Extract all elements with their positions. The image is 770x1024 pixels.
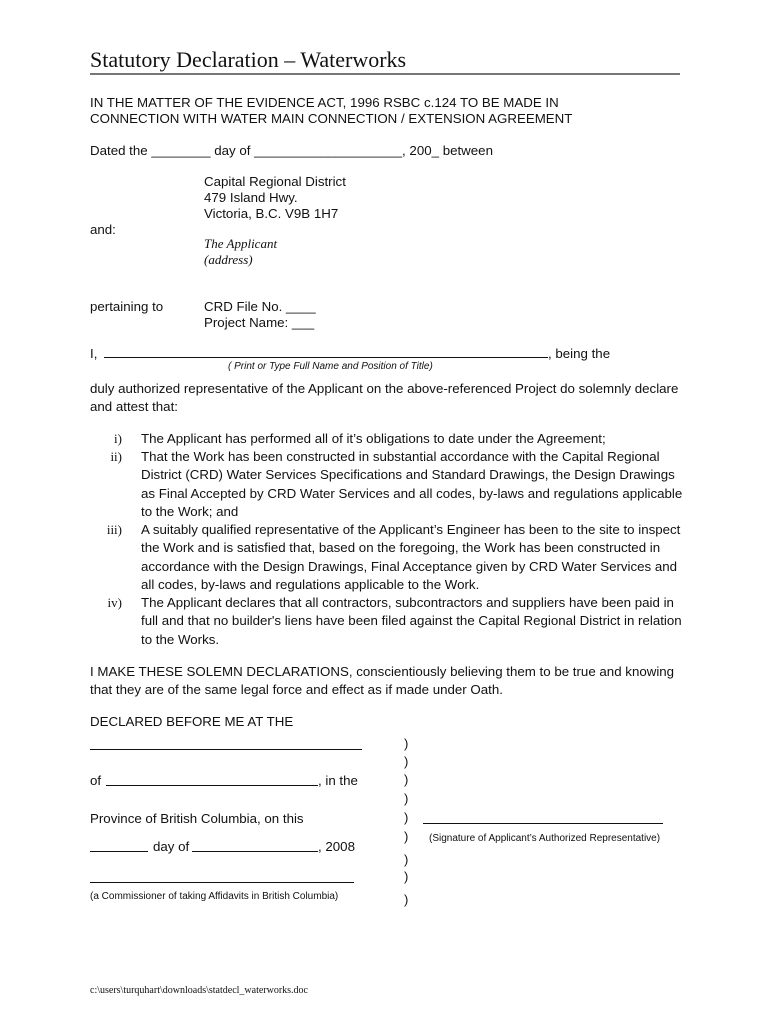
i-prefix: I, bbox=[90, 346, 98, 361]
of-line bbox=[106, 785, 318, 786]
name-position-line bbox=[104, 357, 548, 358]
commissioner-line bbox=[90, 882, 354, 883]
bracket: ) bbox=[404, 736, 409, 751]
month-line bbox=[192, 851, 318, 852]
title-underline bbox=[90, 73, 680, 75]
bracket: ) bbox=[404, 754, 409, 769]
heading-line-2: CONNECTION WITH WATER MAIN CONNECTION / EXTENSION AGREEMENT bbox=[90, 111, 573, 126]
bracket: ) bbox=[404, 852, 409, 867]
bracket: ) bbox=[404, 892, 409, 907]
bracket: ) bbox=[404, 869, 409, 884]
signature-label: (Signature of Applicant’s Authorized Representative) bbox=[429, 833, 661, 844]
location-line bbox=[90, 749, 362, 750]
applicant-address: (address) bbox=[204, 252, 253, 267]
item-number: iii) bbox=[106, 522, 122, 537]
party-street: 479 Island Hwy. bbox=[204, 190, 298, 205]
applicant-label: The Applicant bbox=[204, 236, 278, 251]
page-title: Statutory Declaration – Waterworks bbox=[90, 47, 407, 72]
in-the-label: , in the bbox=[318, 773, 358, 788]
declared-before: DECLARED BEFORE ME AT THE bbox=[90, 714, 294, 729]
item-number: ii) bbox=[110, 449, 122, 464]
bracket: ) bbox=[404, 810, 409, 825]
and-label: and: bbox=[90, 222, 116, 237]
i-suffix: , being the bbox=[548, 346, 611, 361]
day-of-label: day of bbox=[153, 839, 190, 854]
item-number: iv) bbox=[107, 595, 122, 610]
solemn-paragraph: I MAKE THESE SOLEMN DECLARATIONS, conscientiously believing them to be true and knowing that they are of the same legal force and effect as if made under Oath. bbox=[90, 664, 675, 697]
crd-file-no: CRD File No. ____ bbox=[204, 299, 316, 314]
bracket: ) bbox=[404, 772, 409, 787]
party-city: Victoria, B.C. V9B 1H7 bbox=[204, 206, 339, 221]
signature-line bbox=[423, 823, 663, 824]
heading-line-1: IN THE MATTER OF THE EVIDENCE ACT, 1996 RSBC c.124 TO BE MADE IN bbox=[90, 95, 559, 110]
project-name: Project Name: ___ bbox=[204, 315, 315, 330]
party-name: Capital Regional District bbox=[204, 174, 346, 189]
bracket: ) bbox=[404, 829, 409, 844]
bracket: ) bbox=[404, 791, 409, 806]
pertaining-label: pertaining to bbox=[90, 299, 164, 314]
of-label: of bbox=[90, 773, 102, 788]
name-hint: ( Print or Type Full Name and Position of Title) bbox=[228, 361, 433, 372]
year-label: , 2008 bbox=[318, 839, 355, 854]
footer-file-path: c:\users\turquhart\downloads\statdecl_waterworks.doc bbox=[90, 985, 308, 996]
declaration-item: That the Work has been constructed in substantial accordance with the Capital Regional District (CRD) Water Services Specifications and Standard Drawings, the Design Drawings as Final Accepted by CRD Water Services and all codes, by-laws and regulations applicable to the Work; and bbox=[141, 449, 683, 519]
declaration-item: The Applicant has performed all of it’s obligations to date under the Agreement; bbox=[141, 431, 606, 446]
declaration-item: A suitably qualified representative of the Applicant’s Engineer has been to the site to inspect the Work and is satisfied that, based on the foregoing, the Work has been constructed in accordance with the Design Drawings, Final Acceptance given by CRD Water Services and all codes, by-laws and regulations applicable to the Work. bbox=[141, 522, 681, 592]
commissioner-label: (a Commissioner of taking Affidavits in British Columbia) bbox=[90, 891, 339, 902]
declaration-item: The Applicant declares that all contractors, subcontractors and suppliers have been paid in full and that no builder's liens have been filed against the Capital Regional District in relation to the Works. bbox=[141, 595, 682, 647]
day-line bbox=[90, 851, 148, 852]
authorized-paragraph: duly authorized representative of the Applicant on the above-referenced Project do solemnly declare and attest that: bbox=[90, 381, 679, 414]
dated-line: Dated the ________ day of ____________________, 200_ between bbox=[90, 143, 493, 158]
province-line: Province of British Columbia, on this bbox=[90, 811, 304, 826]
item-number: i) bbox=[114, 431, 122, 446]
